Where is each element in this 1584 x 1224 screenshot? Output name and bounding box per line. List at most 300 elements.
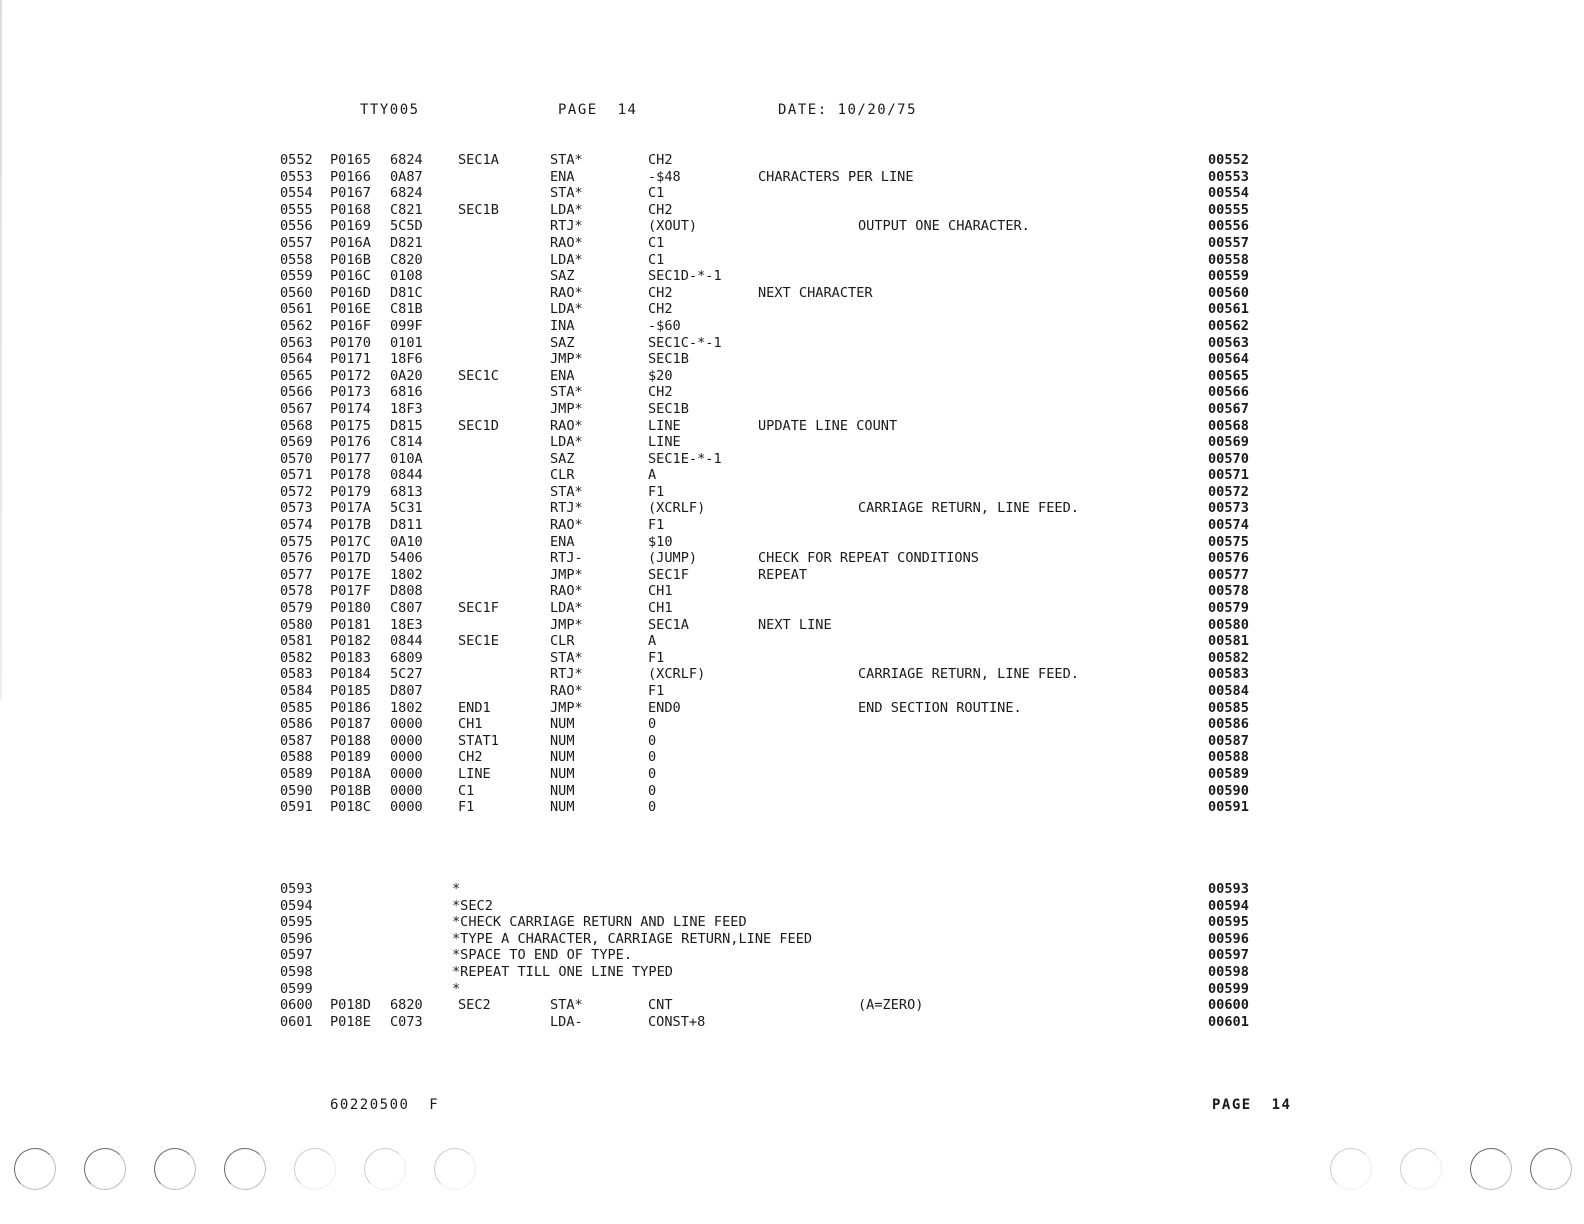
operand: C1 bbox=[648, 251, 665, 268]
location-counter: P017F bbox=[330, 583, 371, 600]
card-number: 00554 bbox=[1208, 185, 1249, 202]
feed-hole bbox=[1530, 1148, 1572, 1190]
object-code: 0A87 bbox=[390, 168, 423, 185]
operand: C1 bbox=[648, 185, 665, 202]
opcode: RAO* bbox=[550, 583, 583, 600]
label: SEC1B bbox=[458, 201, 499, 218]
object-code: 5C27 bbox=[390, 666, 423, 683]
opcode: RTJ* bbox=[550, 666, 583, 683]
operand: A bbox=[648, 633, 657, 650]
line-sequence: 0597 bbox=[280, 947, 313, 964]
opcode: NUM bbox=[550, 799, 575, 816]
comment-far: (A=ZERO) bbox=[858, 997, 924, 1013]
listing-line bbox=[280, 799, 1260, 816]
operand: F1 bbox=[648, 517, 665, 534]
card-number: 00585 bbox=[1208, 699, 1249, 716]
listing-line bbox=[280, 733, 1260, 750]
listing-line bbox=[280, 268, 1260, 285]
comment-text: *CHECK CARRIAGE RETURN AND LINE FEED bbox=[452, 914, 747, 931]
location-counter: P0165 bbox=[330, 152, 371, 168]
location-counter: P0179 bbox=[330, 483, 371, 500]
label: SEC1F bbox=[458, 600, 499, 617]
line-sequence: 0580 bbox=[280, 616, 313, 633]
line-sequence: 0600 bbox=[280, 997, 313, 1013]
line-sequence: 0594 bbox=[280, 897, 313, 914]
card-number: 00574 bbox=[1208, 517, 1249, 534]
opcode: RAO* bbox=[550, 517, 583, 534]
location-counter: P016C bbox=[330, 268, 371, 285]
line-sequence: 0576 bbox=[280, 550, 313, 567]
comment-far: CARRIAGE RETURN, LINE FEED. bbox=[858, 666, 1079, 683]
operand: A bbox=[648, 467, 657, 484]
listing-line bbox=[280, 1014, 1260, 1031]
card-number: 00601 bbox=[1208, 1013, 1249, 1030]
card-number: 00573 bbox=[1208, 500, 1249, 517]
object-code: 6809 bbox=[390, 649, 423, 666]
listing-line bbox=[280, 418, 1260, 435]
line-sequence: 0558 bbox=[280, 251, 313, 268]
comment-far: END SECTION ROUTINE. bbox=[858, 699, 1022, 716]
line-sequence: 0561 bbox=[280, 301, 313, 318]
location-counter: P016A bbox=[330, 234, 371, 251]
opcode: INA bbox=[550, 317, 575, 334]
comment: CHECK FOR REPEAT CONDITIONS bbox=[758, 550, 979, 567]
label: C1 bbox=[458, 782, 475, 799]
opcode: STA* bbox=[550, 384, 583, 401]
comment-line bbox=[280, 981, 1260, 998]
operand: CNT bbox=[648, 997, 673, 1013]
comment-block bbox=[280, 881, 1260, 997]
listing-line bbox=[280, 716, 1260, 733]
feed-hole bbox=[1330, 1148, 1372, 1190]
operand: -$48 bbox=[648, 168, 681, 185]
opcode: SAZ bbox=[550, 334, 575, 351]
comment-line bbox=[280, 914, 1260, 931]
object-code: 1802 bbox=[390, 566, 423, 583]
location-counter: P016D bbox=[330, 284, 371, 301]
card-number: 00587 bbox=[1208, 732, 1249, 749]
card-number: 00571 bbox=[1208, 467, 1249, 484]
listing-line bbox=[280, 617, 1260, 634]
line-sequence: 0572 bbox=[280, 483, 313, 500]
listing-line bbox=[280, 484, 1260, 501]
opcode: JMP* bbox=[550, 616, 583, 633]
listing-line bbox=[280, 500, 1260, 517]
operand: SEC1B bbox=[648, 351, 689, 368]
card-number: 00583 bbox=[1208, 666, 1249, 683]
feed-hole bbox=[14, 1148, 56, 1190]
card-number: 00597 bbox=[1208, 947, 1249, 964]
line-sequence: 0588 bbox=[280, 749, 313, 766]
comment-line bbox=[280, 947, 1260, 964]
opcode: LDA* bbox=[550, 434, 583, 451]
opcode: LDA- bbox=[550, 1013, 583, 1030]
operand: SEC1F bbox=[648, 566, 689, 583]
operand: LINE bbox=[648, 434, 681, 451]
line-sequence: 0601 bbox=[280, 1013, 313, 1030]
location-counter: P018E bbox=[330, 1013, 371, 1030]
line-sequence: 0571 bbox=[280, 467, 313, 484]
listing-line bbox=[280, 169, 1260, 186]
label: SEC1C bbox=[458, 367, 499, 384]
listing-line bbox=[280, 517, 1260, 534]
listing-line bbox=[280, 368, 1260, 385]
object-code: 010A bbox=[390, 450, 423, 467]
opcode: STA* bbox=[550, 185, 583, 202]
location-counter: P016E bbox=[330, 301, 371, 318]
opcode: STA* bbox=[550, 152, 583, 168]
comment: CHARACTERS PER LINE bbox=[758, 168, 914, 185]
object-code: 18F3 bbox=[390, 400, 423, 417]
opcode: STA* bbox=[550, 483, 583, 500]
card-number: 00570 bbox=[1208, 450, 1249, 467]
listing-line bbox=[280, 534, 1260, 551]
card-number: 00594 bbox=[1208, 897, 1249, 914]
operand: SEC1E-*-1 bbox=[648, 450, 722, 467]
comment: REPEAT bbox=[758, 566, 808, 583]
card-number: 00552 bbox=[1208, 152, 1249, 168]
operand: F1 bbox=[648, 649, 665, 666]
location-counter: P0185 bbox=[330, 683, 371, 699]
operand: 0 bbox=[648, 749, 657, 766]
object-code: 5406 bbox=[390, 550, 423, 567]
card-number: 00584 bbox=[1208, 683, 1249, 699]
opcode: NUM bbox=[550, 782, 575, 799]
line-sequence: 0566 bbox=[280, 384, 313, 401]
label: STAT1 bbox=[458, 732, 499, 749]
feed-hole bbox=[224, 1148, 266, 1190]
opcode: CLR bbox=[550, 633, 575, 650]
card-number: 00600 bbox=[1208, 997, 1249, 1013]
operand: CH2 bbox=[648, 201, 673, 218]
line-sequence: 0586 bbox=[280, 716, 313, 733]
opcode: RTJ- bbox=[550, 550, 583, 567]
object-code: 18E3 bbox=[390, 616, 423, 633]
operand: SEC1B bbox=[648, 400, 689, 417]
label: SEC1A bbox=[458, 152, 499, 168]
comment-line bbox=[280, 898, 1260, 915]
opcode: JMP* bbox=[550, 400, 583, 417]
feed-hole bbox=[1470, 1148, 1512, 1190]
card-number: 00565 bbox=[1208, 367, 1249, 384]
card-number: 00586 bbox=[1208, 716, 1249, 733]
line-sequence: 0568 bbox=[280, 417, 313, 434]
opcode: JMP* bbox=[550, 566, 583, 583]
listing-line bbox=[280, 700, 1260, 717]
card-number: 00561 bbox=[1208, 301, 1249, 318]
card-number: 00580 bbox=[1208, 616, 1249, 633]
operand: (JUMP) bbox=[648, 550, 698, 567]
location-counter: P0166 bbox=[330, 168, 371, 185]
line-sequence: 0581 bbox=[280, 633, 313, 650]
header-date: DATE: 10/20/75 bbox=[778, 102, 918, 118]
label: CH1 bbox=[458, 716, 483, 733]
listing-line bbox=[280, 285, 1260, 302]
opcode: CLR bbox=[550, 467, 575, 484]
object-code: 0108 bbox=[390, 268, 423, 285]
listing-line bbox=[280, 384, 1260, 401]
card-number: 00577 bbox=[1208, 566, 1249, 583]
footer-page: PAGE 14 bbox=[1212, 1097, 1292, 1113]
card-number: 00569 bbox=[1208, 434, 1249, 451]
object-code: C807 bbox=[390, 600, 423, 617]
location-counter: P0174 bbox=[330, 400, 371, 417]
opcode: NUM bbox=[550, 749, 575, 766]
line-sequence: 0589 bbox=[280, 765, 313, 782]
operand: 0 bbox=[648, 732, 657, 749]
listing-line bbox=[280, 997, 1260, 1014]
opcode: LDA* bbox=[550, 301, 583, 318]
card-number: 00591 bbox=[1208, 799, 1249, 816]
opcode: RAO* bbox=[550, 284, 583, 301]
card-number: 00557 bbox=[1208, 234, 1249, 251]
line-sequence: 0578 bbox=[280, 583, 313, 600]
code-listing-block-2 bbox=[280, 997, 1260, 1030]
comment-text: *TYPE A CHARACTER, CARRIAGE RETURN,LINE FEED bbox=[452, 930, 813, 947]
location-counter: P0172 bbox=[330, 367, 371, 384]
opcode: RAO* bbox=[550, 234, 583, 251]
operand: F1 bbox=[648, 483, 665, 500]
location-counter: P0182 bbox=[330, 633, 371, 650]
location-counter: P0167 bbox=[330, 185, 371, 202]
listing-line bbox=[280, 351, 1260, 368]
location-counter: P0171 bbox=[330, 351, 371, 368]
feed-hole bbox=[364, 1148, 406, 1190]
comment-line bbox=[280, 964, 1260, 981]
object-code: 5C5D bbox=[390, 218, 423, 235]
line-sequence: 0555 bbox=[280, 201, 313, 218]
location-counter: P017A bbox=[330, 500, 371, 517]
opcode: ENA bbox=[550, 367, 575, 384]
feed-hole bbox=[1400, 1148, 1442, 1190]
card-number: 00568 bbox=[1208, 417, 1249, 434]
listing-line bbox=[280, 633, 1260, 650]
opcode: NUM bbox=[550, 732, 575, 749]
operand: CH2 bbox=[648, 152, 673, 168]
operand: 0 bbox=[648, 716, 657, 733]
card-number: 00593 bbox=[1208, 881, 1249, 897]
listing-line bbox=[280, 766, 1260, 783]
label: CH2 bbox=[458, 749, 483, 766]
listing-line bbox=[280, 600, 1260, 617]
card-number: 00553 bbox=[1208, 168, 1249, 185]
opcode: JMP* bbox=[550, 351, 583, 368]
comment-text: * bbox=[452, 980, 461, 997]
label: SEC1E bbox=[458, 633, 499, 650]
opcode: ENA bbox=[550, 168, 575, 185]
line-sequence: 0587 bbox=[280, 732, 313, 749]
operand: CH1 bbox=[648, 600, 673, 617]
object-code: 0000 bbox=[390, 732, 423, 749]
card-number: 00589 bbox=[1208, 765, 1249, 782]
object-code: 6824 bbox=[390, 152, 423, 168]
listing-line bbox=[280, 301, 1260, 318]
location-counter: P0189 bbox=[330, 749, 371, 766]
listing-line bbox=[280, 451, 1260, 468]
line-sequence: 0596 bbox=[280, 930, 313, 947]
location-counter: P018A bbox=[330, 765, 371, 782]
location-counter: P0176 bbox=[330, 434, 371, 451]
tractor-feed-holes bbox=[0, 1140, 1584, 1200]
comment: UPDATE LINE COUNT bbox=[758, 417, 898, 434]
card-number: 00578 bbox=[1208, 583, 1249, 600]
operand: -$60 bbox=[648, 317, 681, 334]
location-counter: P017E bbox=[330, 566, 371, 583]
feed-hole bbox=[84, 1148, 126, 1190]
listing-line bbox=[280, 583, 1260, 600]
line-sequence: 0599 bbox=[280, 980, 313, 997]
object-code: 0000 bbox=[390, 716, 423, 733]
listing-line bbox=[280, 235, 1260, 252]
card-number: 00555 bbox=[1208, 201, 1249, 218]
location-counter: P0173 bbox=[330, 384, 371, 401]
card-number: 00566 bbox=[1208, 384, 1249, 401]
operand: END0 bbox=[648, 699, 681, 716]
operand: CH2 bbox=[648, 284, 673, 301]
object-code: 0000 bbox=[390, 782, 423, 799]
line-sequence: 0583 bbox=[280, 666, 313, 683]
object-code: C073 bbox=[390, 1013, 423, 1030]
location-counter: P018C bbox=[330, 799, 371, 816]
location-counter: P0177 bbox=[330, 450, 371, 467]
operand: CH2 bbox=[648, 384, 673, 401]
card-number: 00563 bbox=[1208, 334, 1249, 351]
object-code: 0000 bbox=[390, 799, 423, 816]
object-code: C820 bbox=[390, 251, 423, 268]
location-counter: P017D bbox=[330, 550, 371, 567]
object-code: D811 bbox=[390, 517, 423, 534]
object-code: C814 bbox=[390, 434, 423, 451]
code-listing-block-1 bbox=[280, 152, 1260, 816]
operand: F1 bbox=[648, 683, 665, 699]
operand: 0 bbox=[648, 782, 657, 799]
object-code: D807 bbox=[390, 683, 423, 699]
opcode: ENA bbox=[550, 533, 575, 550]
line-sequence: 0579 bbox=[280, 600, 313, 617]
line-sequence: 0582 bbox=[280, 649, 313, 666]
object-code: 099F bbox=[390, 317, 423, 334]
listing-line bbox=[280, 650, 1260, 667]
line-sequence: 0584 bbox=[280, 683, 313, 699]
operand: CH1 bbox=[648, 583, 673, 600]
card-number: 00579 bbox=[1208, 600, 1249, 617]
feed-hole bbox=[434, 1148, 476, 1190]
operand: SEC1A bbox=[648, 616, 689, 633]
location-counter: P017B bbox=[330, 517, 371, 534]
card-number: 00590 bbox=[1208, 782, 1249, 799]
object-code: D815 bbox=[390, 417, 423, 434]
listing-line bbox=[280, 318, 1260, 335]
comment-text: *SPACE TO END OF TYPE. bbox=[452, 947, 633, 964]
line-sequence: 0567 bbox=[280, 400, 313, 417]
card-number: 00562 bbox=[1208, 317, 1249, 334]
object-code: 0A20 bbox=[390, 367, 423, 384]
listing-line bbox=[280, 218, 1260, 235]
line-sequence: 0573 bbox=[280, 500, 313, 517]
comment: NEXT LINE bbox=[758, 616, 832, 633]
location-counter: P0178 bbox=[330, 467, 371, 484]
listing-line bbox=[280, 567, 1260, 584]
listing-line bbox=[280, 550, 1260, 567]
object-code: 5C31 bbox=[390, 500, 423, 517]
location-counter: P0181 bbox=[330, 616, 371, 633]
object-code: D808 bbox=[390, 583, 423, 600]
card-number: 00596 bbox=[1208, 930, 1249, 947]
location-counter: P0170 bbox=[330, 334, 371, 351]
listing-line bbox=[280, 783, 1260, 800]
card-number: 00560 bbox=[1208, 284, 1249, 301]
comment: NEXT CHARACTER bbox=[758, 284, 873, 301]
opcode: SAZ bbox=[550, 450, 575, 467]
object-code: 0844 bbox=[390, 633, 423, 650]
location-counter: P0186 bbox=[330, 699, 371, 716]
line-sequence: 0591 bbox=[280, 799, 313, 816]
line-sequence: 0559 bbox=[280, 268, 313, 285]
location-counter: P0169 bbox=[330, 218, 371, 235]
opcode: NUM bbox=[550, 716, 575, 733]
operand: (XOUT) bbox=[648, 218, 698, 235]
card-number: 00599 bbox=[1208, 980, 1249, 997]
line-sequence: 0556 bbox=[280, 218, 313, 235]
listing-line bbox=[280, 749, 1260, 766]
object-code: 6816 bbox=[390, 384, 423, 401]
opcode: STA* bbox=[550, 997, 583, 1013]
listing-line bbox=[280, 152, 1260, 169]
operand: 0 bbox=[648, 765, 657, 782]
line-sequence: 0577 bbox=[280, 566, 313, 583]
opcode: STA* bbox=[550, 649, 583, 666]
card-number: 00564 bbox=[1208, 351, 1249, 368]
line-sequence: 0585 bbox=[280, 699, 313, 716]
card-number: 00582 bbox=[1208, 649, 1249, 666]
label: LINE bbox=[458, 765, 491, 782]
listing-line bbox=[280, 666, 1260, 683]
object-code: 0000 bbox=[390, 749, 423, 766]
operand: CH2 bbox=[648, 301, 673, 318]
location-counter: P018D bbox=[330, 997, 371, 1013]
location-counter: P0175 bbox=[330, 417, 371, 434]
operand: CONST+8 bbox=[648, 1013, 706, 1030]
location-counter: P0168 bbox=[330, 201, 371, 218]
header-page: PAGE 14 bbox=[558, 102, 638, 118]
operand: SEC1D-*-1 bbox=[648, 268, 722, 285]
card-number: 00576 bbox=[1208, 550, 1249, 567]
object-code: 6824 bbox=[390, 185, 423, 202]
location-counter: P0184 bbox=[330, 666, 371, 683]
line-sequence: 0570 bbox=[280, 450, 313, 467]
card-number: 00595 bbox=[1208, 914, 1249, 931]
object-code: 0000 bbox=[390, 765, 423, 782]
comment-line bbox=[280, 931, 1260, 948]
listing-line bbox=[280, 467, 1260, 484]
listing-line bbox=[280, 202, 1260, 219]
opcode: JMP* bbox=[550, 699, 583, 716]
operand: LINE bbox=[648, 417, 681, 434]
label: END1 bbox=[458, 699, 491, 716]
line-sequence: 0557 bbox=[280, 234, 313, 251]
object-code: 18F6 bbox=[390, 351, 423, 368]
comment-far: OUTPUT ONE CHARACTER. bbox=[858, 218, 1030, 235]
location-counter: P0188 bbox=[330, 732, 371, 749]
comment-line bbox=[280, 881, 1260, 898]
header-program: TTY005 bbox=[360, 102, 420, 118]
card-number: 00588 bbox=[1208, 749, 1249, 766]
line-sequence: 0560 bbox=[280, 284, 313, 301]
listing-line bbox=[280, 683, 1260, 700]
object-code: C81B bbox=[390, 301, 423, 318]
listing-line bbox=[280, 185, 1260, 202]
card-number: 00567 bbox=[1208, 400, 1249, 417]
